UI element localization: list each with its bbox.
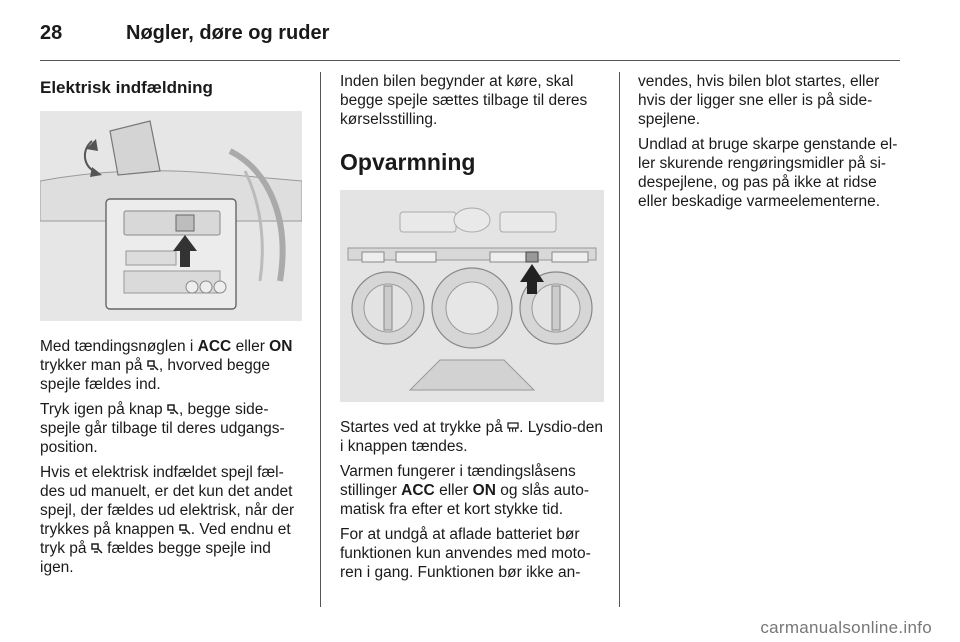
mirror-fold-icon <box>179 524 191 535</box>
heater-panel-illustration <box>340 190 604 402</box>
paragraph: vendes, hvis bilen blot startes, eller hvis der ligger sne eller is på side-spejlene. <box>638 73 880 128</box>
paragraph: Varmen fungerer i tændingslåsens stillinger ACC eller ON og slås auto-matisk fra efter et kort stykke tid. <box>340 463 589 518</box>
column-3 <box>638 72 906 217</box>
mirror-fold-icon <box>91 543 103 554</box>
page-title: Nøgler, døre og ruder <box>126 21 330 44</box>
column-1 <box>40 72 308 583</box>
mirror-fold-icon <box>147 360 159 371</box>
mirror-fold-icon <box>167 404 179 415</box>
mirror-fold-illustration <box>40 111 302 321</box>
paragraph: Tryk igen på knap , begge side-spejle går tilbage til deres udgangs-position. <box>40 401 285 456</box>
column-2 <box>340 72 606 588</box>
section-heading-heating: Opvarmning <box>340 149 476 175</box>
page-number: 28 <box>40 21 63 44</box>
page-header <box>40 20 329 46</box>
footer-watermark: carmanualsonline.info <box>760 618 932 637</box>
paragraph: For at undgå at aflade batteriet bør funktionen kun anvendes med moto-ren i gang. Funktionen bør ikke an- <box>340 526 591 581</box>
paragraph: Med tændingsnøglen i ACC eller ON trykker man på , hvorved begge spejle fældes ind. <box>40 338 293 393</box>
paragraph: Undlad at bruge skarpe genstande el-ler skurende rengøringsmidler på si-despejlene, og pas på ikke at ridse eller beskadige varmeelementerne. <box>638 136 898 210</box>
section-heading-fold: Elektrisk indfældning <box>40 78 213 97</box>
paragraph: Startes ved at trykke på . Lysdio-den i knappen tændes. <box>340 419 604 455</box>
column-divider <box>320 72 321 607</box>
header-divider <box>40 60 900 61</box>
heated-mirror-icon <box>507 422 519 433</box>
paragraph: Inden bilen begynder at køre, skal begge spejle sættes tilbage til deres kørselsstilling. <box>340 73 588 128</box>
paragraph: Hvis et elektrisk indfældet spejl fæl-des ud manuelt, er det kun det andet spejl, der fældes ud elektrisk, når der trykkes på knappen . Ved endnu et tryk på fældes begge spejle ind igen. <box>40 464 295 576</box>
column-divider <box>619 72 620 607</box>
